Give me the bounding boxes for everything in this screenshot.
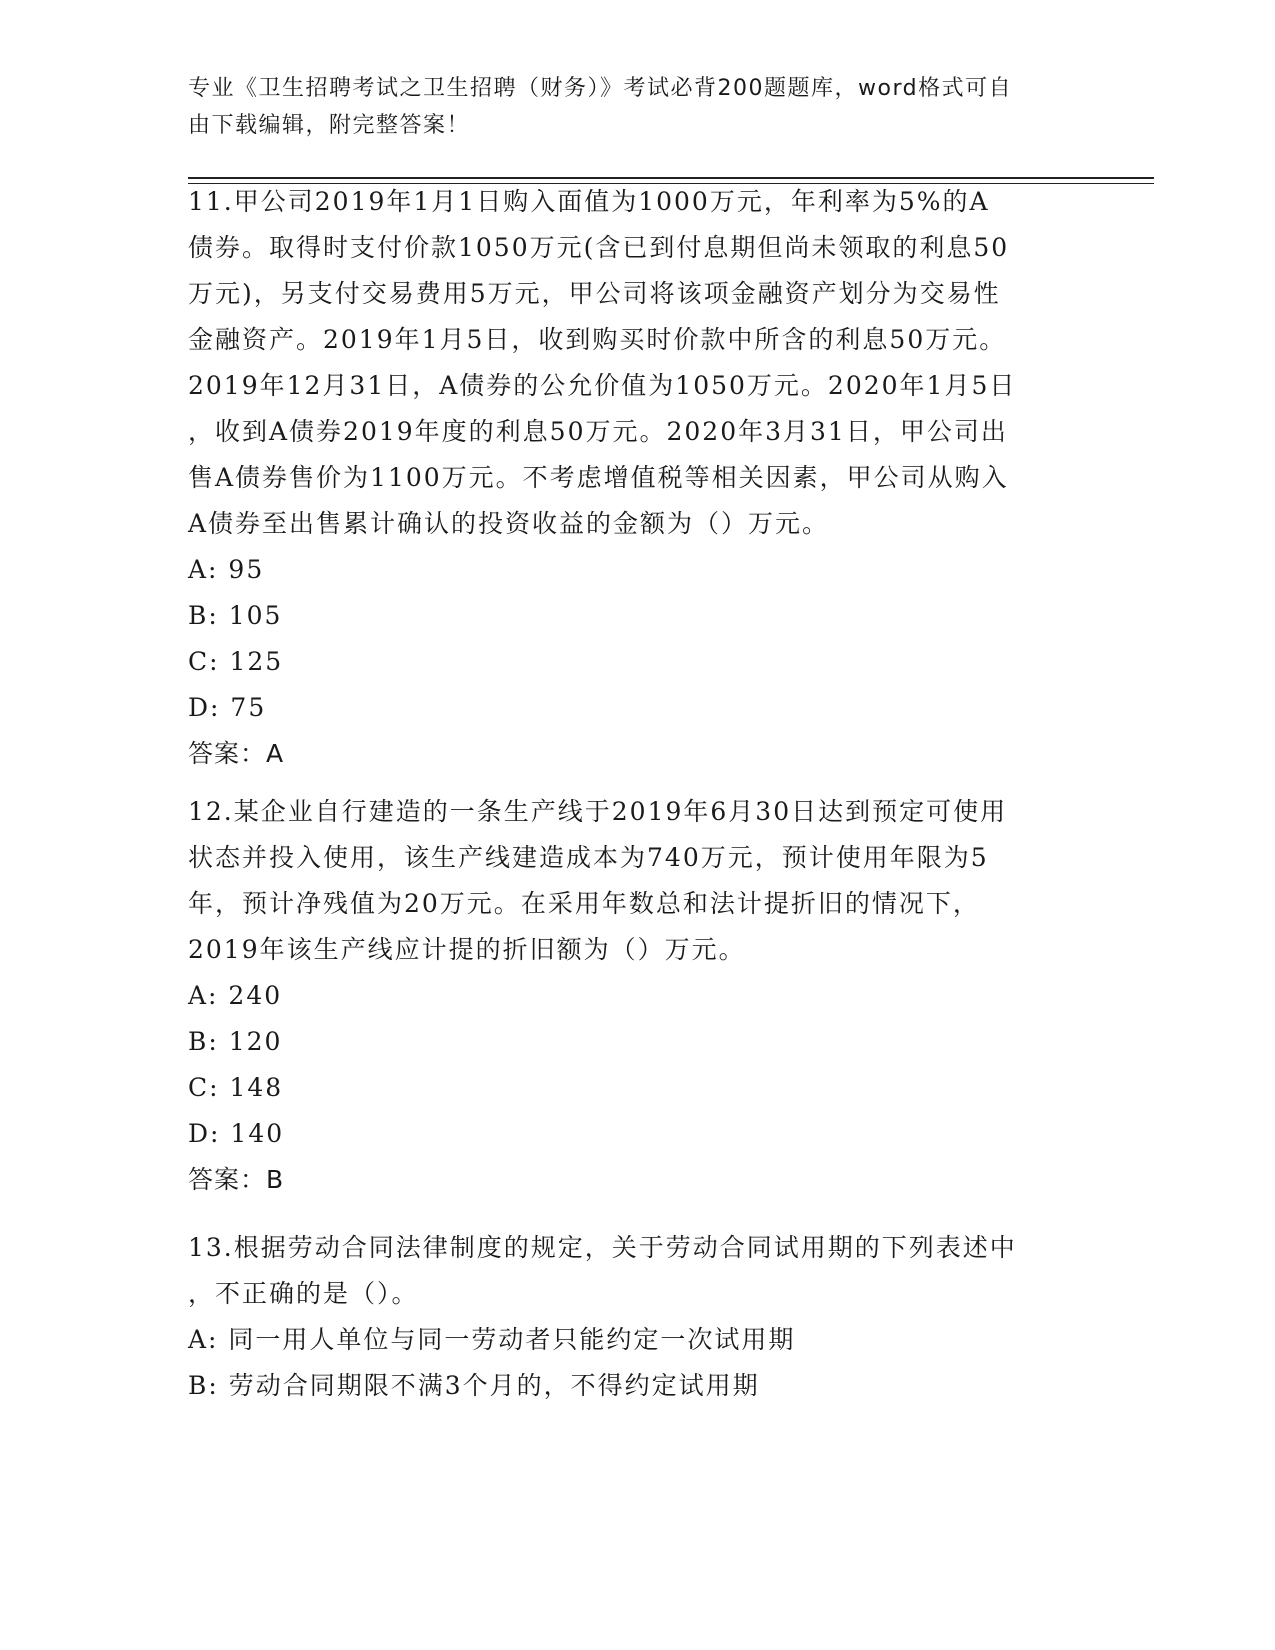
option-d: D: 75 (188, 693, 267, 722)
question-stem-line: 2019年12月31日，A债券的公允价值为1050万元。2020年1月5日 (188, 371, 1017, 400)
header-line-1: 专业《卫生招聘考试之卫生招聘（财务）》考试必背200题题库，word格式可自 (188, 76, 1013, 101)
question-stem-line: 万元)，另支付交易费用5万元，甲公司将该项金融资产划分为交易性 (188, 279, 1001, 308)
question-stem-line: A债券至出售累计确认的投资收益的金额为（）万元。 (188, 509, 830, 538)
option-b: B: 105 (188, 601, 283, 630)
option-c: C: 148 (188, 1073, 284, 1102)
question-stem-line: 状态并投入使用，该生产线建造成本为740万元，预计使用年限为5 (188, 843, 989, 872)
question-stem-line: 13.根据劳动合同法律制度的规定，关于劳动合同试用期的下列表述中 (188, 1233, 1017, 1262)
question-stem-line: 11.甲公司2019年1月1日购入面值为1000万元，年利率为5%的A (188, 187, 990, 216)
question-stem (188, 1225, 1088, 1317)
question-11 (188, 179, 1088, 777)
question-stem (188, 179, 1088, 547)
question-stem-line: 年，预计净残值为20万元。在采用年数总和法计提折旧的情况下， (188, 889, 980, 918)
option-a: A: 同一用人单位与同一劳动者只能约定一次试用期 (188, 1325, 796, 1354)
question-stem-line: 售A债券售价为1100万元。不考虑增值税等相关因素，甲公司从购入 (188, 463, 1009, 492)
document-header (188, 70, 1068, 144)
question-stem (188, 789, 1088, 973)
option-c: C: 125 (188, 647, 284, 676)
question-stem-line: 2019年该生产线应计提的折旧额为（）万元。 (188, 935, 746, 964)
option-d: D: 140 (188, 1119, 285, 1148)
question-13 (188, 1225, 1088, 1409)
option-b: B: 120 (188, 1027, 283, 1056)
question-12 (188, 789, 1088, 1203)
option-b: B: 劳动合同期限不满3个月的，不得约定试用期 (188, 1371, 760, 1400)
question-stem-line: 12.某企业自行建造的一条生产线于2019年6月30日达到预定可使用 (188, 797, 1008, 826)
answer-label: 答案：A (188, 739, 285, 768)
header-line-2: 由下载编辑，附完整答案！ (188, 113, 471, 138)
question-stem-line: 债券。取得时支付价款1050万元(含已到付息期但尚未领取的利息50 (188, 233, 1010, 262)
answer-label: 答案：B (188, 1165, 285, 1194)
question-stem-line: 金融资产。2019年1月5日，收到购买时价款中所含的利息50万元。 (188, 325, 1007, 354)
option-a: A: 240 (188, 981, 283, 1010)
question-stem-line: ，收到A债券2019年度的利息50万元。2020年3月31日，甲公司出 (188, 417, 1008, 446)
option-a: A: 95 (188, 555, 265, 584)
question-stem-line: ，不正确的是（）。 (188, 1279, 419, 1308)
